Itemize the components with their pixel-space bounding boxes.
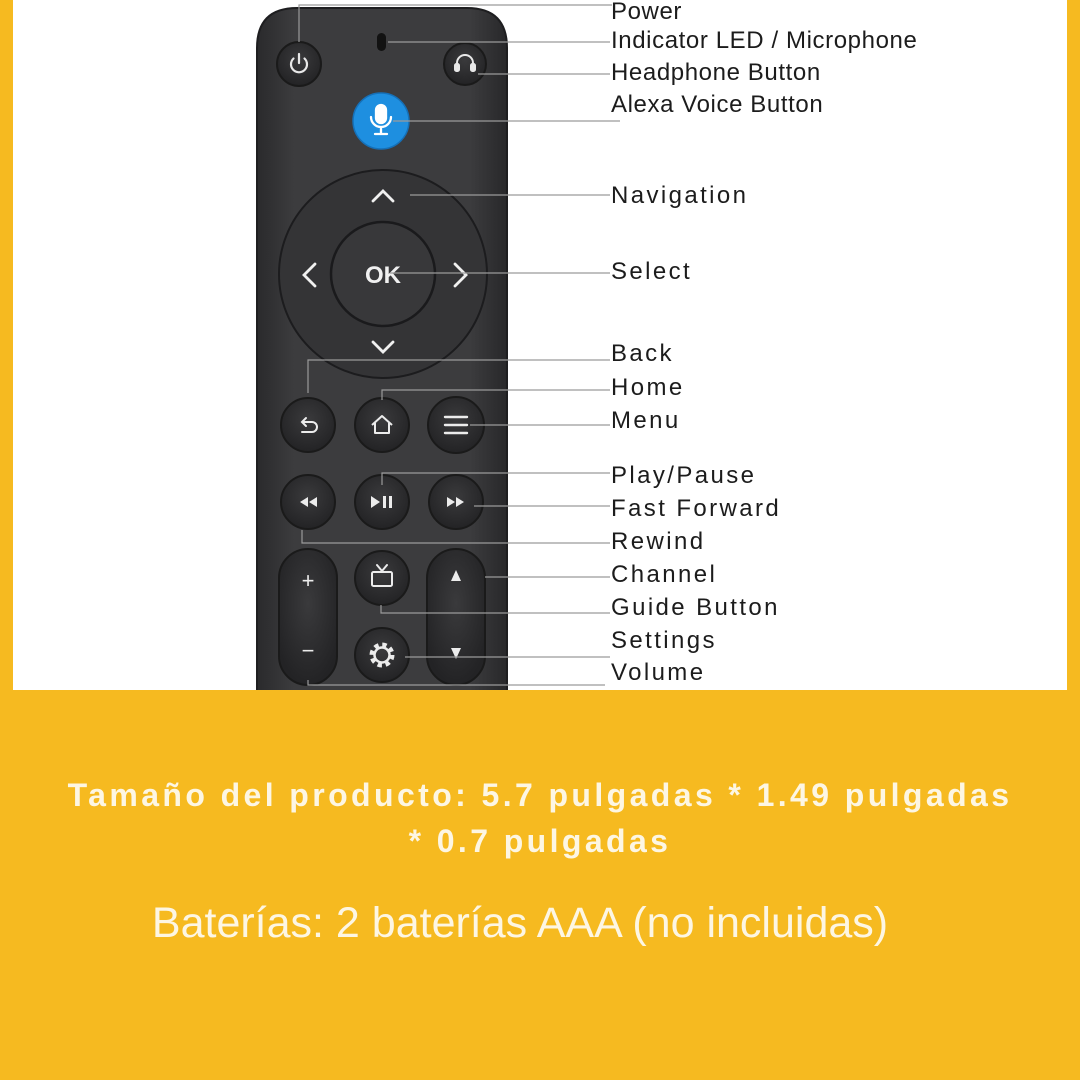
callout-alexa: Alexa Voice Button bbox=[611, 91, 824, 118]
callout-volume: Volume bbox=[611, 659, 706, 686]
product-size-text: Tamaño del producto: 5.7 pulgadas * 1.49 pulgadas * 0.7 pulgadas bbox=[67, 777, 1013, 859]
callout-home: Home bbox=[611, 374, 685, 401]
ok-select-button[interactable] bbox=[331, 222, 435, 326]
batteries-text: Baterías: 2 baterías AAA (no incluidas) bbox=[151, 899, 889, 947]
channel-rocker[interactable] bbox=[427, 549, 485, 685]
indicator-led bbox=[377, 33, 386, 51]
callout-indicator-led: Indicator LED / Microphone bbox=[611, 27, 918, 54]
callout-headphone: Headphone Button bbox=[611, 59, 821, 86]
callout-channel: Channel bbox=[611, 561, 718, 588]
home-button[interactable] bbox=[355, 398, 409, 452]
back-button[interactable] bbox=[281, 398, 335, 452]
callout-guide: Guide Button bbox=[611, 594, 780, 621]
callout-rewind: Rewind bbox=[611, 528, 706, 555]
callout-fast-forward: Fast Forward bbox=[611, 495, 782, 522]
headphone-button[interactable] bbox=[444, 43, 486, 85]
callout-select: Select bbox=[611, 258, 693, 285]
callout-back: Back bbox=[611, 340, 674, 367]
callout-settings: Settings bbox=[611, 627, 717, 654]
callout-menu: Menu bbox=[611, 407, 681, 434]
settings-button[interactable] bbox=[355, 628, 409, 682]
guide-button[interactable] bbox=[355, 551, 409, 605]
volume-rocker[interactable] bbox=[279, 549, 337, 685]
ok-label: OK bbox=[365, 262, 401, 289]
callout-navigation: Navigation bbox=[611, 182, 749, 209]
rewind-button[interactable] bbox=[281, 475, 335, 529]
callout-power: Power bbox=[611, 0, 683, 25]
callout-play-pause: Play/Pause bbox=[611, 462, 757, 489]
fast-forward-button[interactable] bbox=[429, 475, 483, 529]
power-button[interactable] bbox=[277, 42, 321, 86]
volume-down-label: − bbox=[301, 638, 315, 663]
volume-up-label: + bbox=[301, 568, 315, 593]
